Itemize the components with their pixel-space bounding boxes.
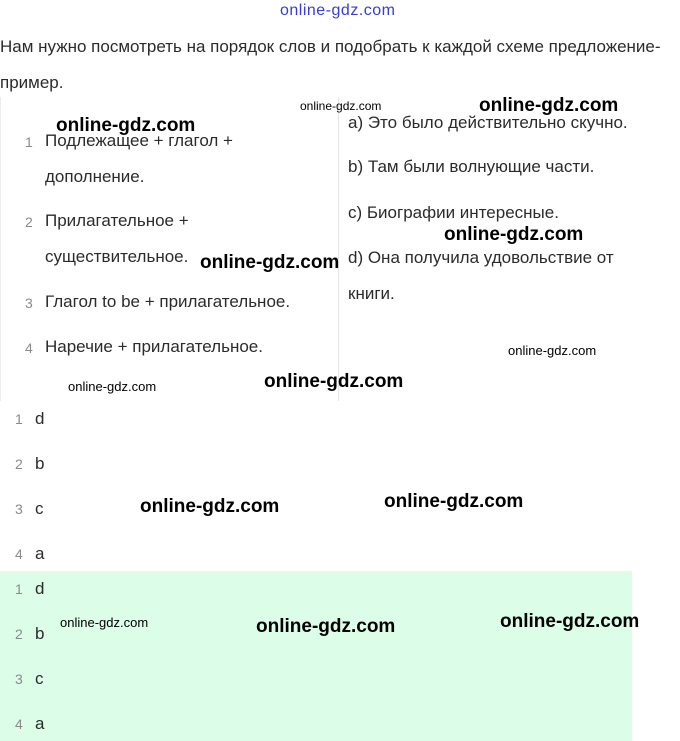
table-left-border <box>0 97 1 401</box>
example-text: книги. <box>348 284 395 303</box>
watermark-header: online-gdz.com <box>280 2 396 19</box>
answer-value: b <box>35 454 45 473</box>
scheme-number: 1 <box>25 134 33 150</box>
scheme-text: Прилагательное + <box>45 211 189 230</box>
scheme-text: дополнение. <box>45 167 145 186</box>
scheme-number: 3 <box>25 295 33 311</box>
watermark: online-gdz.com <box>256 616 396 637</box>
scheme-number: 2 <box>25 214 33 230</box>
scheme-text: существительное. <box>45 247 189 266</box>
task-intro: Нам нужно посмотреть на порядок слов и подобрать к каждой схеме предложение-пример. <box>0 37 661 92</box>
answer-number: 4 <box>15 546 23 562</box>
watermark: online-gdz.com <box>384 491 524 512</box>
answer-value: a <box>35 714 45 733</box>
table-column-divider <box>338 97 339 401</box>
answer-number: 1 <box>15 411 23 427</box>
answer-number: 2 <box>15 456 23 472</box>
answer-value: a <box>35 544 45 563</box>
scheme-number: 4 <box>25 340 33 356</box>
answer-number: 3 <box>15 501 23 517</box>
answer-number: 3 <box>15 671 23 687</box>
example-text: b) Там были волнующие части. <box>348 157 595 176</box>
answer-value: b <box>35 624 45 643</box>
example-text: d) Она получила удовольствие от <box>348 248 614 267</box>
answer-value: c <box>35 669 44 688</box>
watermark: online-gdz.com <box>68 379 157 394</box>
watermark: online-gdz.com <box>479 95 619 116</box>
scheme-text: Наречие + прилагательное. <box>45 337 263 356</box>
watermark: online-gdz.com <box>500 611 640 632</box>
highlighted-answer-block <box>0 571 632 741</box>
watermark: online-gdz.com <box>300 99 382 113</box>
answer-number: 1 <box>15 581 23 597</box>
scheme-text: Глагол to be + прилагательное. <box>45 292 291 311</box>
scheme-text: Подлежащее + глагол + <box>45 131 233 150</box>
answer-number: 2 <box>15 626 23 642</box>
watermark: online-gdz.com <box>264 371 404 392</box>
watermark: online-gdz.com <box>60 615 149 630</box>
watermark: online-gdz.com <box>508 343 597 358</box>
watermark: online-gdz.com <box>140 496 280 517</box>
watermark: online-gdz.com <box>56 115 196 136</box>
watermark: online-gdz.com <box>444 224 584 245</box>
example-text: c) Биографии интересные. <box>348 203 559 222</box>
answer-value: c <box>35 499 44 518</box>
watermark: online-gdz.com <box>200 252 340 273</box>
answer-number: 4 <box>15 716 23 732</box>
answer-value: d <box>35 409 45 428</box>
example-text: a) Это было действительно скучно. <box>348 113 628 132</box>
answer-value: d <box>35 579 45 598</box>
